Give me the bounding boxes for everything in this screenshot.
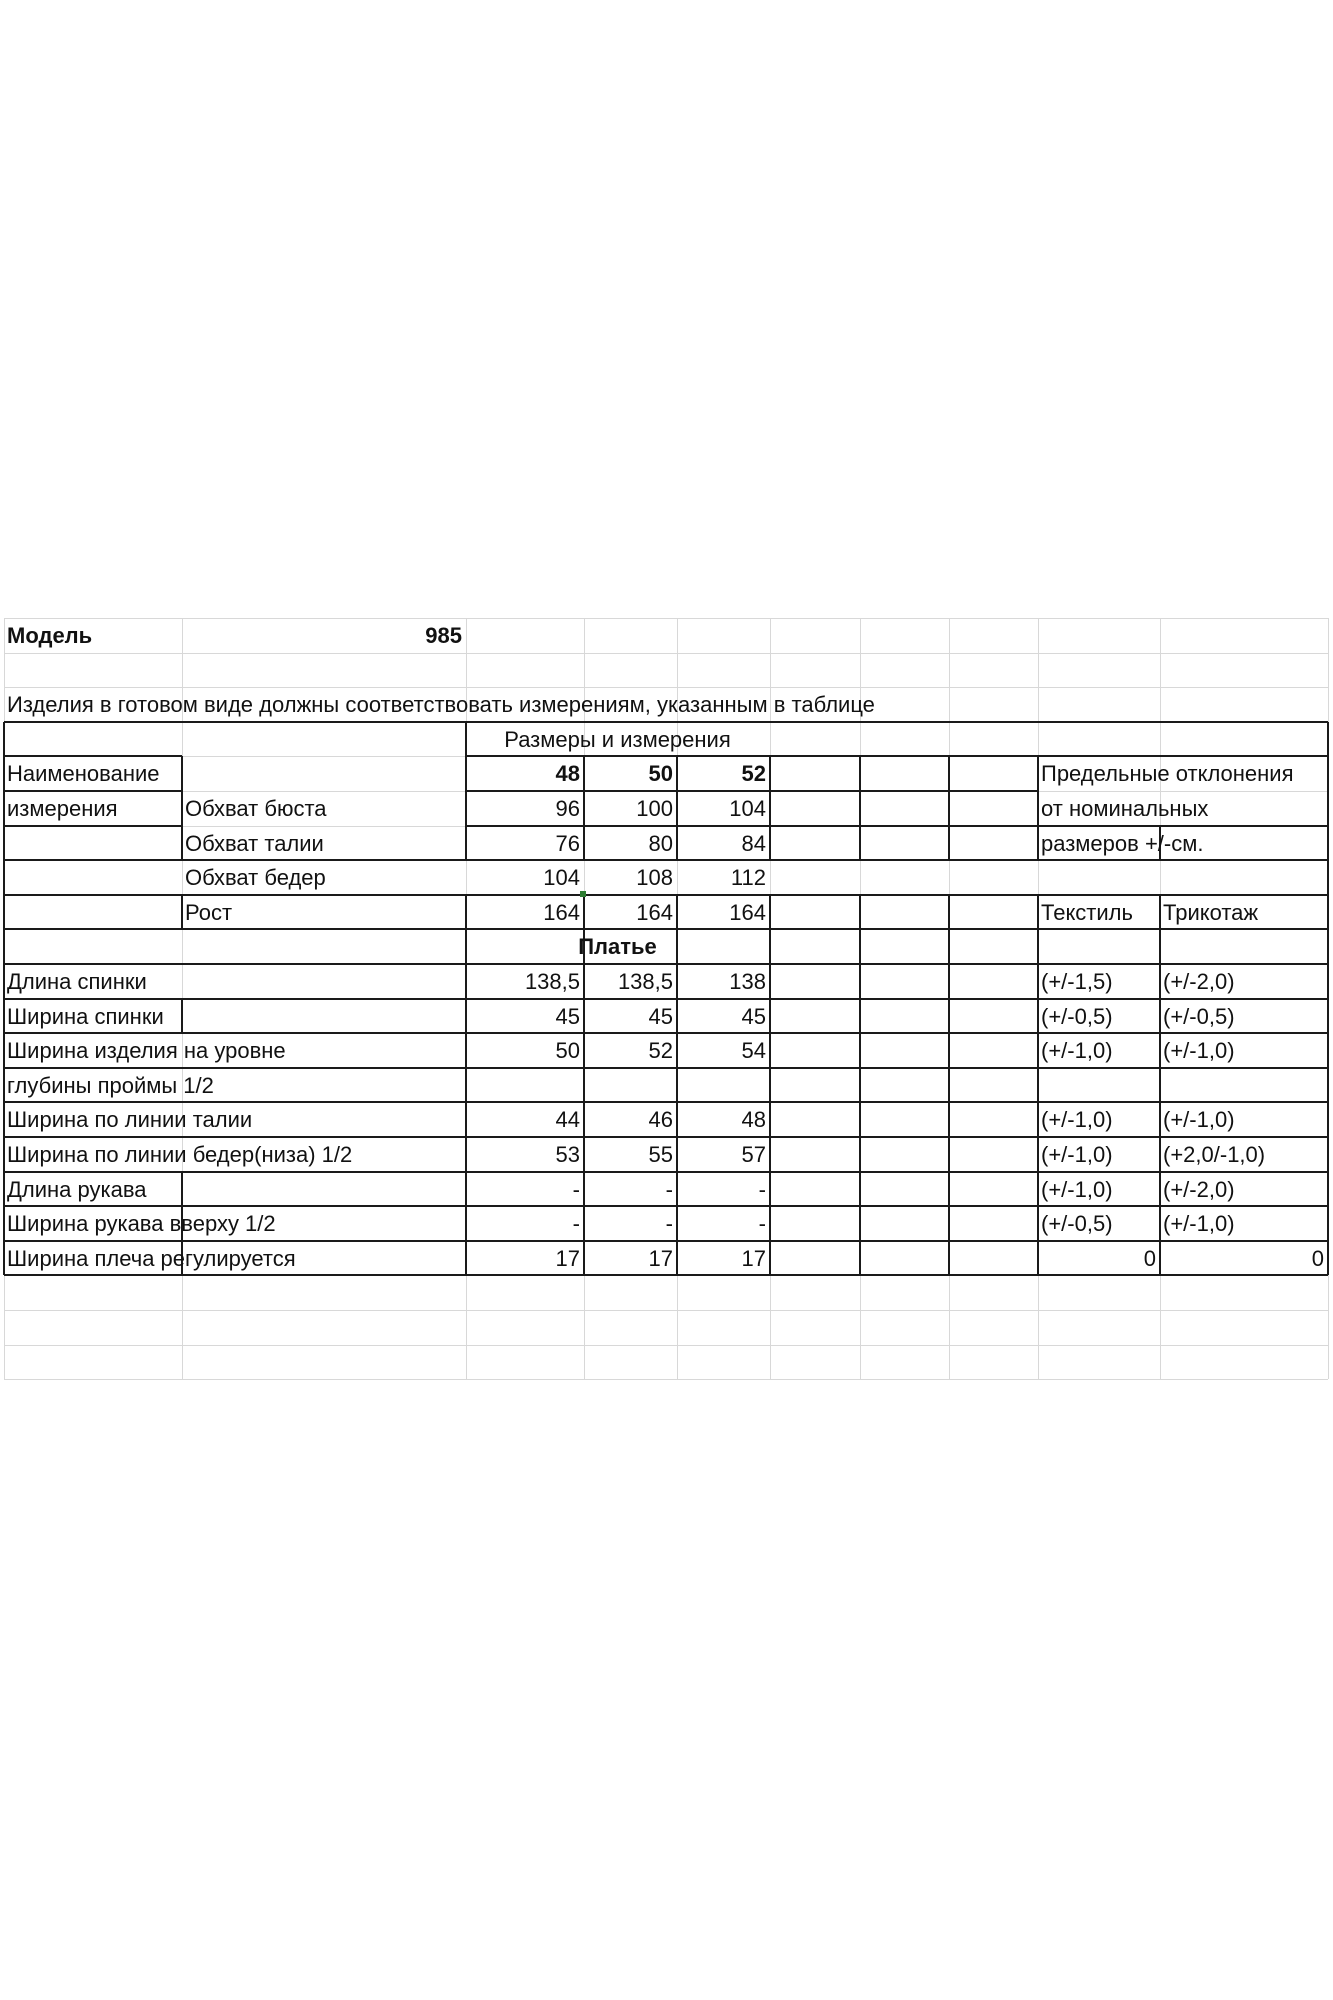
size-header: 50 (648, 761, 673, 786)
measurement-value: 96 (555, 796, 580, 821)
table-border-vertical (3, 722, 5, 1275)
table-border-horizontal (4, 790, 182, 792)
measurement-value: 164 (543, 900, 580, 925)
tolerance-textile: (+/-1,0) (1041, 1107, 1113, 1132)
table-border-vertical (465, 895, 467, 1275)
measurement-value: 112 (730, 865, 766, 890)
table-border-horizontal (4, 1032, 1328, 1034)
gridline-horizontal (4, 687, 1328, 688)
table-border-vertical (769, 756, 771, 860)
table-border-horizontal (4, 1240, 1328, 1242)
tolerance-knit: (+/-2,0) (1163, 1177, 1235, 1202)
garment-measure-value: 55 (648, 1142, 673, 1167)
table-border-vertical (1327, 722, 1329, 1275)
table-border-horizontal (4, 1067, 1328, 1069)
table-border-vertical (1037, 756, 1039, 860)
table-border-horizontal (4, 894, 1328, 896)
tolerance-knit: (+/-1,0) (1163, 1038, 1235, 1063)
garment-measure-name: Ширина по линии талии (7, 1107, 253, 1132)
garment-measure-value: 45 (555, 1004, 580, 1029)
size-header: 48 (555, 761, 580, 786)
table-border-vertical (583, 756, 585, 860)
garment-measure-value: 53 (555, 1142, 580, 1167)
name-header: измерения (7, 796, 118, 821)
gridline-horizontal (4, 1310, 1328, 1311)
table-border-vertical (181, 895, 183, 929)
table-border-vertical (465, 722, 467, 860)
gridline-horizontal (4, 653, 1328, 654)
selection-fill-handle[interactable] (580, 891, 586, 897)
table-border-horizontal (4, 928, 1328, 930)
garment-measure-value: 45 (741, 1004, 766, 1029)
gridline-horizontal (4, 1379, 1328, 1380)
garment-measure-value: 138 (729, 969, 766, 994)
table-border-vertical (948, 895, 950, 1275)
measurement-value: 80 (648, 831, 673, 856)
measurement-value: 164 (636, 900, 673, 925)
table-border-vertical (1037, 895, 1039, 1275)
garment-measure-name: Ширина по линии бедер(низа) 1/2 (7, 1142, 353, 1167)
tolerance-textile: (+/-1,0) (1041, 1177, 1113, 1202)
tolerance-textile: (+/-1,0) (1041, 1142, 1113, 1167)
name-header: Наименование (7, 761, 160, 786)
table-border-horizontal (4, 1136, 1328, 1138)
garment-measure-value: 138,5 (524, 969, 580, 994)
tolerance-textile: (+/-0,5) (1041, 1211, 1113, 1236)
garment-measure-name: Длина спинки (7, 969, 147, 994)
tolerance-knit: (+2,0/-1,0) (1163, 1142, 1266, 1167)
garment-measure-value: 48 (741, 1107, 766, 1132)
garment-measure-value: 57 (741, 1142, 766, 1167)
tolerance-knit: 0 (1311, 1246, 1324, 1271)
table-border-horizontal (4, 859, 1328, 861)
table-border-horizontal (4, 963, 1328, 965)
garment-measure-value: - (758, 1177, 766, 1202)
garment-measure-value: 17 (555, 1246, 580, 1271)
tolerance-knit: (+/-1,0) (1163, 1211, 1235, 1236)
table-border-horizontal (4, 1101, 1328, 1103)
garment-measure-value: - (572, 1177, 580, 1202)
table-border-vertical (1159, 895, 1161, 1275)
sizes-header: Размеры и измерения (504, 727, 731, 752)
table-border-horizontal (4, 825, 182, 827)
garment-measure-name: Ширина изделия на уровне (7, 1038, 286, 1063)
garment-measure-name: Ширина рукава вверху 1/2 (7, 1211, 276, 1236)
measurement-name: Обхват бедер (185, 865, 326, 890)
model-label: Модель (7, 623, 93, 648)
garment-measure-value: 50 (555, 1038, 580, 1063)
tolerance-knit: (+/-1,0) (1163, 1107, 1235, 1132)
table-border-vertical (859, 895, 861, 1275)
size-header: 52 (741, 761, 766, 786)
measurement-name: Рост (185, 900, 233, 925)
note-text: Изделия в готовом виде должны соответствовать измерениям, указанным в таблице (7, 692, 875, 717)
garment-measure-name: глубины проймы 1/2 (7, 1073, 214, 1098)
garment-measure-value: 46 (648, 1107, 673, 1132)
measurement-name: Обхват бюста (185, 796, 327, 821)
table-border-horizontal (466, 790, 1038, 792)
garment-measure-value: 138,5 (617, 969, 673, 994)
tolerance-knit: (+/-2,0) (1163, 969, 1235, 994)
table-border-horizontal (4, 998, 1328, 1000)
garment-measure-name: Длина рукава (7, 1177, 147, 1202)
garment-title: Платье (578, 934, 657, 959)
table-border-horizontal (4, 1274, 1328, 1276)
table-border-horizontal (4, 721, 1328, 723)
table-border-vertical (181, 756, 183, 860)
measurement-value: 84 (741, 831, 766, 856)
deviation-header: размеров +/-см. (1041, 831, 1204, 856)
table-border-horizontal (466, 825, 1328, 827)
table-border-horizontal (4, 1205, 1328, 1207)
gridline-horizontal (4, 1345, 1328, 1346)
fabric-type-knit: Трикотаж (1163, 900, 1259, 925)
table-border-vertical (676, 756, 678, 860)
measurement-value: 164 (729, 900, 766, 925)
model-number: 985 (425, 623, 462, 648)
garment-measure-name: Ширина спинки (7, 1004, 164, 1029)
table-border-horizontal (466, 755, 1328, 757)
measurement-value: 108 (636, 865, 673, 890)
table-border-vertical (859, 756, 861, 860)
table-border-vertical (181, 999, 183, 1033)
garment-measure-value: - (665, 1177, 673, 1202)
tolerance-textile: (+/-1,5) (1041, 969, 1113, 994)
tolerance-knit: (+/-0,5) (1163, 1004, 1235, 1029)
deviation-header: Предельные отклонения (1041, 761, 1294, 786)
table-border-horizontal (4, 1171, 1328, 1173)
measurement-value: 100 (636, 796, 673, 821)
measurement-value: 76 (555, 831, 580, 856)
garment-measure-value: 17 (741, 1246, 766, 1271)
measurement-value: 104 (729, 796, 766, 821)
measurement-value: 104 (543, 865, 580, 890)
garment-measure-value: 45 (648, 1004, 673, 1029)
tolerance-textile: (+/-1,0) (1041, 1038, 1113, 1063)
garment-measure-value: - (758, 1211, 766, 1236)
gridline-horizontal (4, 618, 1328, 619)
garment-measure-value: 52 (648, 1038, 673, 1063)
garment-measure-value: 54 (741, 1038, 766, 1063)
garment-measure-name: Ширина плеча регулируется (7, 1246, 296, 1271)
garment-measure-value: 44 (555, 1107, 580, 1132)
table-border-vertical (948, 756, 950, 860)
deviation-header: от номинальных (1041, 796, 1209, 821)
tolerance-textile: 0 (1143, 1246, 1156, 1271)
table-border-horizontal (4, 755, 182, 757)
table-border-vertical (769, 895, 771, 1275)
tolerance-textile: (+/-0,5) (1041, 1004, 1113, 1029)
measurement-name: Обхват талии (185, 831, 324, 856)
fabric-type-textile: Текстиль (1041, 900, 1133, 925)
garment-measure-value: - (572, 1211, 580, 1236)
garment-measure-value: 17 (648, 1246, 673, 1271)
spreadsheet (4, 618, 1328, 1378)
garment-measure-value: - (665, 1211, 673, 1236)
